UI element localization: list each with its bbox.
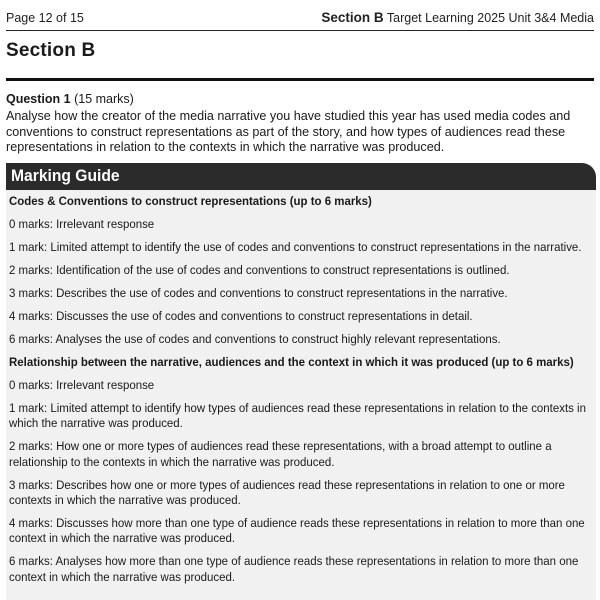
criterion-level: 0 marks: Irrelevant response	[9, 216, 155, 231]
section-title: Section B	[6, 40, 96, 61]
criterion-level: 3 marks: Describes the use of codes and conventions to construct representations in the narrative.	[9, 285, 508, 300]
criterion-level: 6 marks: Analyses the use of codes and conventions to construct highly relevant representations.	[9, 331, 501, 346]
criterion-level: 2 marks: How one or more types of audiences read these representations, with a broad attempt to outline a relationship to the contexts in which the narrative was produced.	[9, 439, 552, 469]
marking-guide-title: Marking Guide	[11, 166, 120, 185]
criterion-level: 1 mark: Limited attempt to identify how types of audiences read these representations in relation to the contexts in which the narrative was produced.	[9, 400, 586, 431]
criterion-level: 1 mark: Limited attempt to identify the use of codes and conventions to construct representations in the narrative.	[9, 239, 582, 254]
header-section-label: Section B	[321, 10, 384, 25]
criterion-level: 0 marks: Irrelevant response	[9, 377, 155, 392]
question-text: Analyse how the creator of the media narrative you have studied this year has used media codes and conventions to construct representations as part of the story, and how types of audiences read these representations in relation to the contexts in which the narrative was produced.	[6, 109, 571, 155]
criterion-level: 4 marks: Discusses how more than one type of audience reads these representations in relation to more than one context in which the narrative was produced.	[9, 516, 585, 546]
question-heading	[6, 92, 134, 106]
header-publication: Target Learning 2025 Unit 3&4 Media	[386, 11, 594, 25]
criterion-level: 6 marks: Analyses how more than one type of audience reads these representations in relation to more than one context in which the narrative was produced.	[9, 554, 579, 584]
criterion-level: 2 marks: Identification of the use of codes and conventions to construct representations is outlined.	[9, 262, 510, 277]
section-divider	[6, 78, 594, 81]
page-number: Page 12 of 15	[6, 11, 84, 25]
marking-guide-header	[6, 163, 596, 190]
question-marks: (15 marks)	[74, 92, 134, 106]
criterion-level: 4 marks: Discusses the use of codes and conventions to construct representations in detail.	[9, 308, 473, 323]
page-header	[6, 10, 594, 25]
header-divider	[6, 30, 594, 31]
question-number: Question 1	[6, 92, 71, 106]
header-right	[321, 10, 594, 25]
criterion-heading: Codes & Conventions to construct representations (up to 6 marks)	[9, 194, 372, 208]
criterion-heading: Relationship between the narrative, audiences and the context in which it was produced (up to 6 marks)	[9, 354, 574, 369]
criterion-level: 3 marks: Describes how one or more types of audiences read these representations in relation to one or more contexts in which the narrative was produced.	[9, 477, 565, 508]
marking-guide-content	[9, 194, 592, 593]
